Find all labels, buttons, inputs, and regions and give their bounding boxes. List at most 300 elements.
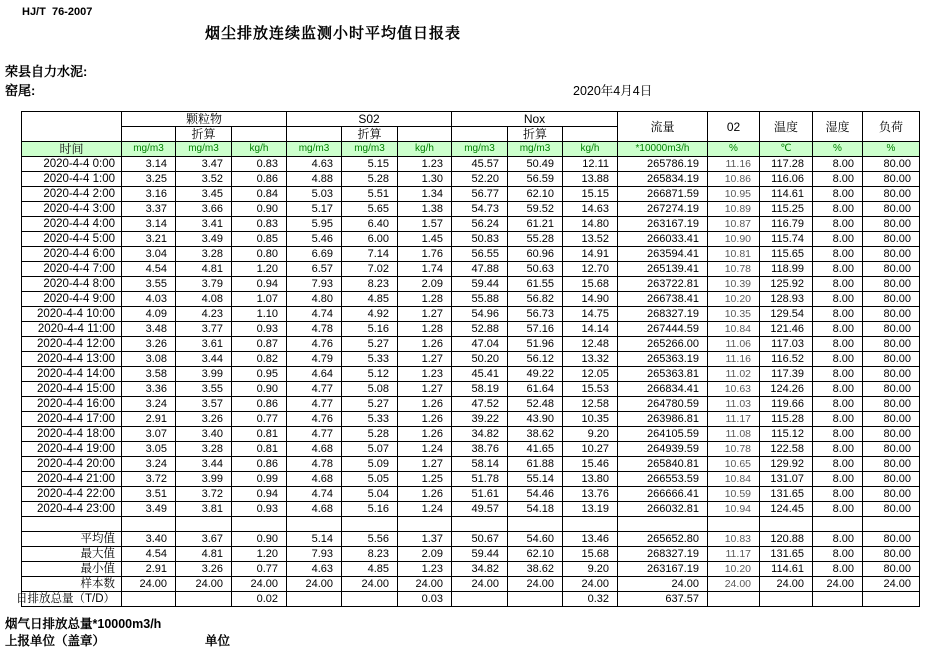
value-cell: 4.54 xyxy=(122,547,176,562)
value-cell: 80.00 xyxy=(863,472,920,487)
value-cell: 4.09 xyxy=(122,307,176,322)
value-cell: 1.28 xyxy=(398,322,452,337)
value-cell xyxy=(232,517,287,532)
value-cell: 1.57 xyxy=(398,217,452,232)
time-cell: 2020-4-4 14:00 xyxy=(36,368,115,380)
value-cell: 24.00 xyxy=(232,577,287,592)
value-cell: 0.94 xyxy=(232,487,287,502)
value-cell: 10.78 xyxy=(708,262,760,277)
value-cell: 54.60 xyxy=(508,532,563,547)
value-cell: 5.46 xyxy=(287,232,342,247)
value-cell: 56.12 xyxy=(508,352,563,367)
value-cell: 1.26 xyxy=(398,412,452,427)
value-cell: 13.32 xyxy=(563,352,618,367)
value-cell: 47.88 xyxy=(452,262,508,277)
value-cell: 14.91 xyxy=(563,247,618,262)
value-cell: 80.00 xyxy=(863,277,920,292)
time-cell-cell xyxy=(22,307,122,322)
value-cell: 4.77 xyxy=(287,382,342,397)
time-cell: 2020-4-4 11:00 xyxy=(37,323,115,335)
summary-label-cell xyxy=(22,547,122,562)
value-cell: 5.51 xyxy=(342,187,398,202)
value-cell: 80.00 xyxy=(863,322,920,337)
value-cell: 6.69 xyxy=(287,247,342,262)
value-cell: 61.64 xyxy=(508,382,563,397)
value-cell: 80.00 xyxy=(863,562,920,577)
value-cell: 80.00 xyxy=(863,292,920,307)
value-cell: 58.19 xyxy=(452,382,508,397)
time-cell: 2020-4-4 21:00 xyxy=(36,473,115,485)
time-cell: 2020-4-4 0:00 xyxy=(43,158,115,170)
value-cell: 5.95 xyxy=(287,217,342,232)
value-cell: 10.27 xyxy=(563,442,618,457)
value-cell: 8.00 xyxy=(813,487,863,502)
value-cell: 3.21 xyxy=(122,232,176,247)
value-cell xyxy=(176,517,232,532)
time-cell: 2020-4-4 22:00 xyxy=(36,488,115,500)
value-cell xyxy=(760,592,813,607)
value-cell: 80.00 xyxy=(863,397,920,412)
value-cell: 0.84 xyxy=(232,187,287,202)
value-cell: 117.03 xyxy=(760,337,813,352)
value-cell: 50.67 xyxy=(452,532,508,547)
value-cell: 115.74 xyxy=(760,232,813,247)
value-cell xyxy=(813,592,863,607)
value-cell: 62.10 xyxy=(508,187,563,202)
value-cell: 8.23 xyxy=(342,547,398,562)
value-cell: 8.00 xyxy=(813,532,863,547)
time-cell-cell xyxy=(22,382,122,397)
value-cell: 50.83 xyxy=(452,232,508,247)
value-cell: 80.00 xyxy=(863,217,920,232)
value-cell: 3.44 xyxy=(176,352,232,367)
summary-label-cell xyxy=(22,562,122,577)
value-cell xyxy=(760,517,813,532)
value-cell: 56.73 xyxy=(508,307,563,322)
value-cell: 10.83 xyxy=(708,532,760,547)
value-cell: 52.20 xyxy=(452,172,508,187)
value-cell: 24.00 xyxy=(813,577,863,592)
value-cell: 3.25 xyxy=(122,172,176,187)
value-cell: 3.26 xyxy=(122,337,176,352)
time-cell-cell xyxy=(22,442,122,457)
time-cell-cell xyxy=(22,457,122,472)
o2-header: 02 xyxy=(708,112,760,142)
value-cell: 267444.59 xyxy=(618,322,708,337)
value-cell: 5.33 xyxy=(342,352,398,367)
value-cell: 12.11 xyxy=(563,157,618,172)
value-cell: 51.61 xyxy=(452,487,508,502)
value-cell: 14.90 xyxy=(563,292,618,307)
time-cell-cell xyxy=(22,397,122,412)
value-cell: 1.38 xyxy=(398,202,452,217)
value-cell: 4.23 xyxy=(176,307,232,322)
time-cell: 2020-4-4 15:00 xyxy=(36,383,115,395)
value-cell: 24.00 xyxy=(760,577,813,592)
value-cell: 1.07 xyxy=(232,292,287,307)
emission-data-table xyxy=(15,111,920,607)
value-cell: 3.04 xyxy=(122,247,176,262)
time-cell-cell xyxy=(22,502,122,517)
value-cell: 131.65 xyxy=(760,487,813,502)
value-cell: 3.28 xyxy=(176,442,232,457)
value-cell: 10.39 xyxy=(708,277,760,292)
value-cell: 8.00 xyxy=(813,427,863,442)
value-cell: 80.00 xyxy=(863,157,920,172)
value-cell: 54.18 xyxy=(508,502,563,517)
value-cell: 5.04 xyxy=(342,487,398,502)
value-cell: 14.75 xyxy=(563,307,618,322)
summary-label: 最小值 xyxy=(80,563,115,575)
value-cell: 265834.19 xyxy=(618,172,708,187)
hourly-row xyxy=(22,157,920,172)
value-cell: 3.99 xyxy=(176,367,232,382)
value-cell: 11.02 xyxy=(708,367,760,382)
value-cell: 3.66 xyxy=(176,202,232,217)
value-cell: 12.58 xyxy=(563,397,618,412)
value-cell: 4.92 xyxy=(342,307,398,322)
value-cell: 265786.19 xyxy=(618,157,708,172)
nox-converted-header: 折算 xyxy=(508,127,563,142)
value-cell: 1.23 xyxy=(398,157,452,172)
value-cell: 52.88 xyxy=(452,322,508,337)
value-cell: 4.76 xyxy=(287,337,342,352)
value-cell: 3.72 xyxy=(176,487,232,502)
value-cell: 1.28 xyxy=(398,292,452,307)
value-cell: 115.25 xyxy=(760,202,813,217)
hourly-row xyxy=(22,232,920,247)
spacer-cell xyxy=(122,127,176,142)
time-column-header: 时间 xyxy=(22,142,122,157)
value-cell: 11.03 xyxy=(708,397,760,412)
value-cell: 1.45 xyxy=(398,232,452,247)
hourly-row xyxy=(22,412,920,427)
value-cell: 4.88 xyxy=(287,172,342,187)
value-cell: 8.00 xyxy=(813,187,863,202)
value-cell: 1.26 xyxy=(398,397,452,412)
value-cell: 5.07 xyxy=(342,442,398,457)
value-cell: 129.54 xyxy=(760,307,813,322)
hourly-row xyxy=(22,427,920,442)
value-cell: 8.00 xyxy=(813,397,863,412)
value-cell: 9.20 xyxy=(563,427,618,442)
hourly-row xyxy=(22,292,920,307)
value-cell: 80.00 xyxy=(863,337,920,352)
value-cell: 10.95 xyxy=(708,187,760,202)
value-cell: 117.28 xyxy=(760,157,813,172)
summary-label-cell xyxy=(22,532,122,547)
value-cell xyxy=(398,517,452,532)
value-cell: 14.63 xyxy=(563,202,618,217)
value-cell: 10.59 xyxy=(708,487,760,502)
unit-label: 单位 xyxy=(205,634,231,648)
table-body xyxy=(15,157,920,607)
value-cell: 56.24 xyxy=(452,217,508,232)
value-cell: 1.26 xyxy=(398,487,452,502)
value-cell: 14.14 xyxy=(563,322,618,337)
temperature-unit: ℃ xyxy=(760,142,813,157)
temperature-header: 温度 xyxy=(760,112,813,142)
value-cell: 8.00 xyxy=(813,442,863,457)
value-cell: 10.90 xyxy=(708,232,760,247)
value-cell: 2.09 xyxy=(398,277,452,292)
value-cell: 4.08 xyxy=(176,292,232,307)
value-cell xyxy=(708,592,760,607)
value-cell: 5.08 xyxy=(342,382,398,397)
value-cell: 1.26 xyxy=(398,427,452,442)
time-cell-cell xyxy=(22,157,122,172)
value-cell: 12.05 xyxy=(563,367,618,382)
value-cell: 1.37 xyxy=(398,532,452,547)
value-cell: 124.26 xyxy=(760,382,813,397)
time-cell: 2020-4-4 23:00 xyxy=(36,503,115,515)
value-cell: 24.00 xyxy=(176,577,232,592)
value-cell: 0.87 xyxy=(232,337,287,352)
value-cell: 80.00 xyxy=(863,487,920,502)
value-cell: 3.61 xyxy=(176,337,232,352)
value-cell: 2.09 xyxy=(398,547,452,562)
hourly-row xyxy=(22,472,920,487)
value-cell: 11.16 xyxy=(708,352,760,367)
time-cell: 2020-4-4 8:00 xyxy=(43,278,115,290)
value-cell: 3.58 xyxy=(122,367,176,382)
value-cell: 3.26 xyxy=(176,412,232,427)
value-cell: 50.63 xyxy=(508,262,563,277)
summary-row xyxy=(22,577,920,592)
value-cell: 80.00 xyxy=(863,442,920,457)
group-header-row xyxy=(22,112,920,127)
value-cell: 0.90 xyxy=(232,382,287,397)
hourly-row xyxy=(22,502,920,517)
value-cell xyxy=(342,517,398,532)
report-date: 2020年4月4日 xyxy=(573,84,653,98)
value-cell: 118.99 xyxy=(760,262,813,277)
value-cell: 266871.59 xyxy=(618,187,708,202)
value-cell: 263986.81 xyxy=(618,412,708,427)
value-cell: 8.00 xyxy=(813,307,863,322)
hourly-row xyxy=(22,382,920,397)
value-cell: 263167.19 xyxy=(618,217,708,232)
summary-label: 最大值 xyxy=(80,548,115,560)
hourly-row xyxy=(22,247,920,262)
value-cell: 24.00 xyxy=(708,577,760,592)
time-cell: 2020-4-4 1:00 xyxy=(43,173,115,185)
value-cell: 24.00 xyxy=(563,577,618,592)
value-cell: 10.65 xyxy=(708,457,760,472)
flue-gas-total-label: 烟气日排放总量*10000m3/h xyxy=(5,617,162,631)
value-cell: 15.15 xyxy=(563,187,618,202)
value-cell: 5.16 xyxy=(342,502,398,517)
value-cell: 3.57 xyxy=(176,397,232,412)
value-cell: 3.79 xyxy=(176,277,232,292)
value-cell: 24.00 xyxy=(122,577,176,592)
value-cell: 4.54 xyxy=(122,262,176,277)
time-cell-cell xyxy=(22,202,122,217)
value-cell: 11.08 xyxy=(708,427,760,442)
time-cell: 2020-4-4 5:00 xyxy=(43,233,115,245)
page-title: 烟尘排放连续监测小时平均值日报表 xyxy=(205,25,462,42)
value-cell: 45.57 xyxy=(452,157,508,172)
value-cell: 80.00 xyxy=(863,502,920,517)
value-cell: 4.77 xyxy=(287,397,342,412)
value-cell: 637.57 xyxy=(618,592,708,607)
value-cell: 12.70 xyxy=(563,262,618,277)
value-cell: 14.80 xyxy=(563,217,618,232)
value-cell: 80.00 xyxy=(863,532,920,547)
value-cell: 1.24 xyxy=(398,502,452,517)
value-cell: 8.00 xyxy=(813,547,863,562)
value-cell: 265652.80 xyxy=(618,532,708,547)
time-cell: 2020-4-4 2:00 xyxy=(43,188,115,200)
value-cell: 13.80 xyxy=(563,472,618,487)
standard-code: HJ/T 76-2007 xyxy=(22,6,93,18)
value-cell: 0.90 xyxy=(232,202,287,217)
value-cell xyxy=(342,592,398,607)
so2-unit: mg/m3 xyxy=(287,142,342,157)
hourly-row xyxy=(22,217,920,232)
value-cell: 55.28 xyxy=(508,232,563,247)
value-cell: 61.55 xyxy=(508,277,563,292)
value-cell: 10.78 xyxy=(708,442,760,457)
time-cell-cell xyxy=(22,232,122,247)
value-cell: 5.14 xyxy=(287,532,342,547)
value-cell: 2.91 xyxy=(122,562,176,577)
pm-converted-header: 折算 xyxy=(176,127,232,142)
value-cell: 8.00 xyxy=(813,472,863,487)
value-cell: 266738.41 xyxy=(618,292,708,307)
value-cell: 13.46 xyxy=(563,532,618,547)
value-cell: 5.28 xyxy=(342,427,398,442)
company-name: 荣县自力水泥: xyxy=(5,64,88,79)
value-cell: 3.48 xyxy=(122,322,176,337)
value-cell: 3.47 xyxy=(176,157,232,172)
value-cell: 1.74 xyxy=(398,262,452,277)
value-cell: 0.93 xyxy=(232,502,287,517)
value-cell: 8.00 xyxy=(813,367,863,382)
value-cell: 8.00 xyxy=(813,562,863,577)
value-cell: 8.00 xyxy=(813,457,863,472)
spacer-cell xyxy=(563,127,618,142)
value-cell: 3.26 xyxy=(176,562,232,577)
value-cell: 265363.81 xyxy=(618,367,708,382)
value-cell: 5.16 xyxy=(342,322,398,337)
value-cell: 0.81 xyxy=(232,442,287,457)
time-cell: 2020-4-4 17:00 xyxy=(36,413,115,425)
value-cell: 43.90 xyxy=(508,412,563,427)
value-cell: 120.88 xyxy=(760,532,813,547)
value-cell: 264780.59 xyxy=(618,397,708,412)
value-cell: 0.32 xyxy=(563,592,618,607)
value-cell: 1.10 xyxy=(232,307,287,322)
value-cell: 265139.41 xyxy=(618,262,708,277)
value-cell: 121.46 xyxy=(760,322,813,337)
value-cell xyxy=(508,592,563,607)
time-cell-cell xyxy=(22,292,122,307)
value-cell xyxy=(618,517,708,532)
value-cell: 0.77 xyxy=(232,412,287,427)
value-cell xyxy=(122,517,176,532)
value-cell: 263167.19 xyxy=(618,562,708,577)
time-cell-cell xyxy=(22,412,122,427)
value-cell xyxy=(708,517,760,532)
value-cell: 1.20 xyxy=(232,547,287,562)
hourly-row xyxy=(22,262,920,277)
value-cell: 8.00 xyxy=(813,172,863,187)
value-cell: 0.82 xyxy=(232,352,287,367)
hourly-row xyxy=(22,202,920,217)
value-cell: 0.86 xyxy=(232,457,287,472)
flow-unit: *10000m3/h xyxy=(618,142,708,157)
value-cell: 61.88 xyxy=(508,457,563,472)
value-cell: 1.27 xyxy=(398,382,452,397)
value-cell: 10.20 xyxy=(708,292,760,307)
value-cell: 80.00 xyxy=(863,307,920,322)
value-cell: 51.96 xyxy=(508,337,563,352)
value-cell: 3.72 xyxy=(122,472,176,487)
hourly-row xyxy=(22,457,920,472)
value-cell: 60.96 xyxy=(508,247,563,262)
time-cell: 2020-4-4 13:00 xyxy=(36,353,115,365)
value-cell: 56.82 xyxy=(508,292,563,307)
spacer-cell xyxy=(232,127,287,142)
so2-converted-unit: mg/m3 xyxy=(342,142,398,157)
value-cell: 80.00 xyxy=(863,352,920,367)
hourly-row xyxy=(22,442,920,457)
value-cell: 80.00 xyxy=(863,367,920,382)
value-cell: 266666.41 xyxy=(618,487,708,502)
value-cell: 15.46 xyxy=(563,457,618,472)
value-cell: 4.74 xyxy=(287,307,342,322)
separator-cell-cell xyxy=(22,517,122,532)
value-cell: 3.08 xyxy=(122,352,176,367)
spacer-cell xyxy=(398,127,452,142)
value-cell: 1.24 xyxy=(398,442,452,457)
value-cell: 55.88 xyxy=(452,292,508,307)
value-cell: 1.23 xyxy=(398,367,452,382)
value-cell: 56.55 xyxy=(452,247,508,262)
hourly-row xyxy=(22,187,920,202)
value-cell: 11.16 xyxy=(708,157,760,172)
value-cell: 131.07 xyxy=(760,472,813,487)
time-cell-cell xyxy=(22,172,122,187)
hourly-row xyxy=(22,322,920,337)
value-cell: 0.77 xyxy=(232,562,287,577)
value-cell: 0.83 xyxy=(232,217,287,232)
value-cell: 57.16 xyxy=(508,322,563,337)
value-cell: 125.92 xyxy=(760,277,813,292)
value-cell: 263722.81 xyxy=(618,277,708,292)
value-cell: 115.28 xyxy=(760,412,813,427)
value-cell: 80.00 xyxy=(863,412,920,427)
value-cell: 80.00 xyxy=(863,457,920,472)
value-cell: 267274.19 xyxy=(618,202,708,217)
value-cell: 4.81 xyxy=(176,262,232,277)
value-cell: 80.00 xyxy=(863,382,920,397)
value-cell: 6.00 xyxy=(342,232,398,247)
so2-rate-unit: kg/h xyxy=(398,142,452,157)
value-cell: 8.00 xyxy=(813,322,863,337)
time-cell-cell xyxy=(22,277,122,292)
value-cell: 131.65 xyxy=(760,547,813,562)
time-cell: 2020-4-4 19:00 xyxy=(36,443,115,455)
value-cell: 264105.59 xyxy=(618,427,708,442)
value-cell: 8.00 xyxy=(813,352,863,367)
value-cell xyxy=(452,517,508,532)
time-cell: 2020-4-4 20:00 xyxy=(36,458,115,470)
value-cell: 0.86 xyxy=(232,397,287,412)
value-cell: 265266.00 xyxy=(618,337,708,352)
value-cell: 4.85 xyxy=(342,562,398,577)
